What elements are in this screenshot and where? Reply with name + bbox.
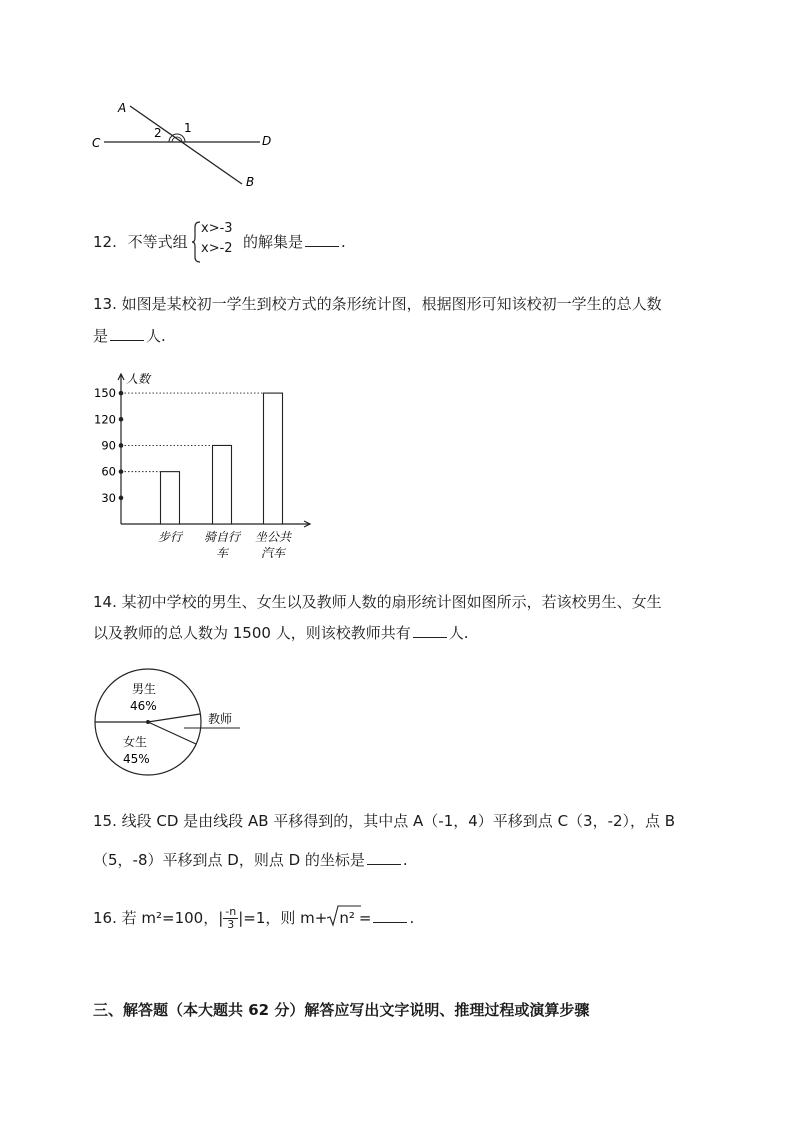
q12-blank — [305, 233, 339, 247]
label-d: D — [262, 134, 272, 148]
y-tick-label: 150 — [94, 386, 116, 401]
bar — [213, 445, 232, 524]
pie-pct-boys: 46% — [130, 699, 157, 713]
q12-tail — [243, 232, 346, 252]
question-13-line-2 — [93, 326, 166, 346]
q16-fraction — [223, 906, 238, 931]
x-category-label: 步行 — [157, 530, 183, 544]
q12-ineq-1: x>-3 — [201, 221, 233, 236]
q16-blank — [373, 909, 407, 923]
bar-chart — [92, 366, 317, 566]
question-13-line-1: 13. 如图是某校初一学生到校方式的条形统计图，根据图形可知该校初一学生的总人数 — [93, 295, 662, 313]
label-b: B — [246, 175, 255, 189]
q14-blank — [413, 624, 447, 638]
x-category-label: 坐公共 — [254, 530, 292, 544]
q12-end: . — [341, 233, 346, 251]
x-category-label: 骑自行 — [203, 530, 241, 544]
q12-system — [201, 221, 233, 257]
q16-sqrt — [327, 908, 359, 928]
q16-post: = — [358, 909, 372, 927]
y-tick-label: 60 — [101, 464, 116, 479]
y-tick-dot — [119, 417, 124, 422]
bar — [161, 472, 180, 524]
pie-pct-girls: 45% — [123, 752, 150, 766]
pie-chart — [92, 668, 242, 780]
x-category-label: 车 — [215, 546, 229, 560]
q12-prefix: 不等式组 — [127, 233, 188, 251]
x-category-label: 汽车 — [260, 546, 286, 560]
sqrt-sign-icon — [327, 904, 361, 928]
intersecting-lines-figure — [90, 98, 275, 190]
question-12 — [93, 232, 188, 252]
bar — [264, 393, 283, 524]
y-tick-label: 30 — [101, 490, 116, 505]
question-15-line-2 — [93, 850, 408, 870]
y-axis-label: 人数 — [126, 372, 151, 386]
label-a: A — [118, 101, 127, 115]
line-ab — [130, 106, 242, 184]
q13-post: 人. — [146, 327, 166, 345]
y-tick-dot — [119, 496, 124, 501]
y-tick-label: 90 — [101, 438, 116, 453]
q13-pre: 是 — [93, 327, 109, 345]
question-15-line-1: 15. 线段 CD 是由线段 AB 平移得到的，其中点 A（-1，4）平移到点 C（3，-2），点 B — [93, 812, 676, 830]
q16-frac-den: 3 — [227, 918, 235, 931]
pie-center-dot — [146, 720, 150, 724]
q16-sqrt-body: n² — [339, 909, 355, 927]
q15-blank — [367, 851, 401, 865]
q12-brace — [191, 221, 201, 263]
pie-label-boys: 男生 — [132, 682, 157, 696]
label-angle-1: 1 — [184, 121, 192, 135]
question-14-line-1: 14. 某初中学校的男生、女生以及教师人数的扇形统计图如图所示，若该校男生、女生 — [93, 593, 662, 611]
q12-number: 12. — [93, 233, 117, 251]
q15-post: . — [402, 851, 408, 869]
section-3-heading: 三、解答题（本大题共 62 分）解答应写出文字说明、推理过程或演算步骤 — [93, 1001, 590, 1019]
q16-frac-num: -n — [225, 905, 237, 918]
question-16 — [93, 906, 414, 931]
q13-blank — [110, 327, 144, 341]
q15-pre: （5，-8）平移到点 D，则点 D 的坐标是 — [93, 851, 365, 869]
q16-mid: |=1，则 m+ — [238, 909, 328, 927]
pie-label-girls: 女生 — [123, 735, 148, 749]
q16-end: . — [409, 909, 415, 927]
q16-pre: 16. 若 m²=100，| — [93, 909, 224, 927]
q14-post: 人. — [448, 624, 469, 642]
q12-ineq-2: x>-2 — [201, 241, 233, 256]
label-c: C — [92, 136, 101, 150]
y-tick-label: 120 — [94, 412, 116, 427]
pie-label-teachers: 教师 — [208, 712, 233, 726]
q12-suffix: 的解集是 — [243, 233, 304, 251]
question-14-line-2 — [93, 623, 469, 643]
label-angle-2: 2 — [154, 126, 162, 140]
q14-pre: 以及教师的总人数为 1500 人，则该校教师共有 — [93, 624, 411, 642]
